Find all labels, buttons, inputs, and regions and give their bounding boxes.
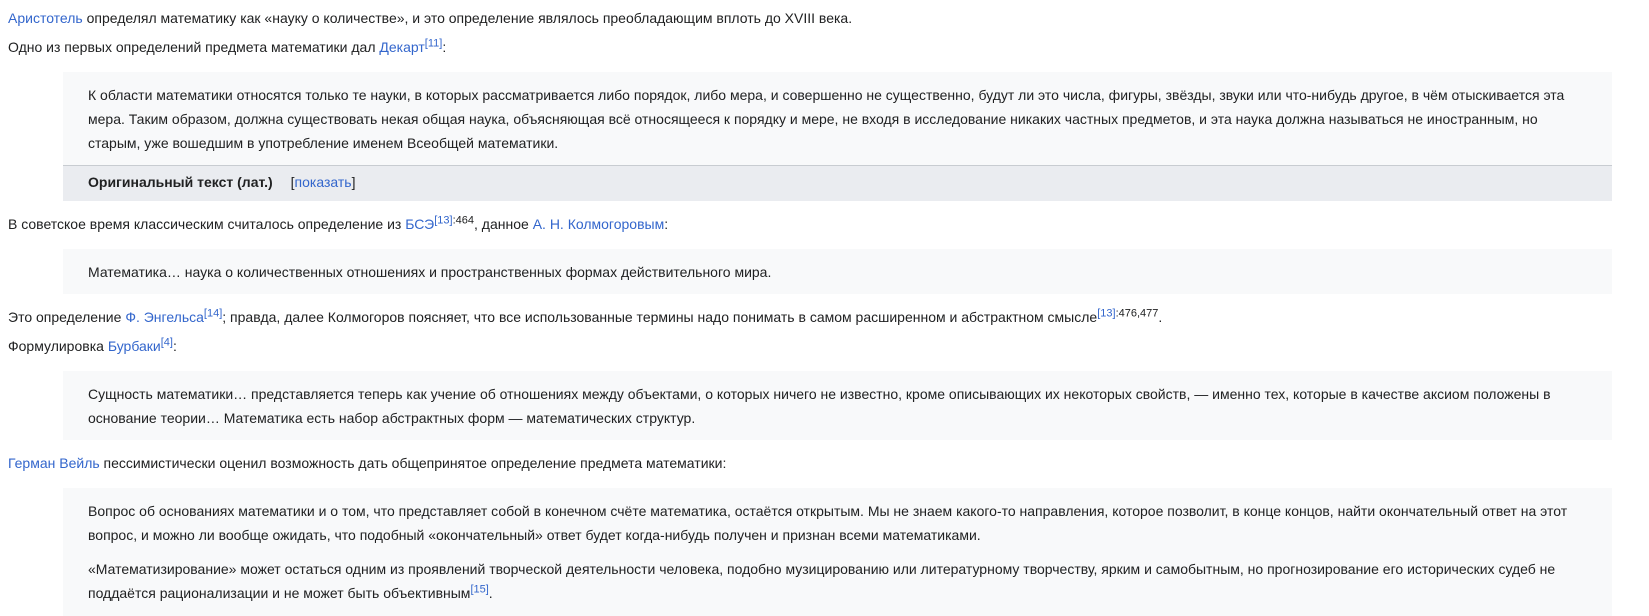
original-text-label: Оригинальный текст (лат.) (88, 174, 273, 191)
text-run: определял математику как «науку о количестве», и это определение являлось преобладающим вплоть до XVIII века. (82, 10, 853, 26)
text-run: ; правда, далее Колмогоров поясняет, что все использованные термины надо понимать в самом расширенном и абстрактном смысле (222, 309, 1098, 326)
quote-block (63, 249, 1612, 294)
text-run: : (442, 38, 447, 55)
text-run: В советское время классическим считалось определение из (8, 216, 406, 233)
link-hermann-weyl[interactable]: Герман Вейль (8, 455, 100, 472)
reference-13[interactable]: [13] (434, 214, 453, 227)
text-run: , данное (474, 216, 533, 233)
bracket-open: [ (290, 174, 295, 191)
show-link[interactable]: показать (294, 174, 352, 191)
reference-group (1097, 308, 1158, 320)
paragraph (8, 37, 1639, 59)
link-bourbaki[interactable]: Бурбаки (107, 338, 161, 355)
quote-paragraph (88, 382, 1587, 430)
text-run: К области математики относятся только те науки, в которых рассматривается либо порядок, либо мера, и совершенно не существенно, будут ли это числа, фигуры, звёзды, звуки или что-нибудь другое, в чём отыскивается эта мера. Таким образом, должна существовать некая общая наука, объясняющая всё относящееся к порядку и мере, не входя в исследование никаких частных предметов, и эта наука должна называться не иностранным, но старым, уже вошедшим в употребление именем Всеобщей математики. (88, 86, 1565, 152)
text-run: Сущность математики… представляется теперь как учение об отношениях между объектами, о которых ничего не известно, кроме описывающих их некоторых свойств, — именно тех, которые в качестве аксиом положены в основание теории… Математика есть набор абстрактных форм — математических структур. (88, 386, 1551, 427)
paragraph (8, 336, 1639, 358)
reference-group (204, 308, 222, 320)
text-run: : (172, 338, 177, 355)
link-engels[interactable]: Ф. Энгельса (125, 309, 204, 326)
link-aristotle[interactable]: Аристотель (8, 10, 83, 26)
quote-paragraph (88, 83, 1587, 155)
text-run: : (664, 216, 669, 233)
show-toggle[interactable] (291, 174, 356, 190)
link-bse[interactable]: БСЭ (405, 216, 435, 233)
original-text-bar (63, 165, 1612, 201)
text-run: Одно из первых определений предмета математики дал (8, 38, 380, 55)
reference-pages: :464 (452, 214, 475, 227)
quote-body (63, 488, 1612, 615)
reference-pages: :476,477 (1115, 307, 1159, 320)
quote-block (63, 371, 1612, 440)
quote-body (63, 371, 1612, 440)
text-run: «Математизирование» может остаться одним из проявлений творческой деятельности человека, подобно музицированию или литературному творчеству, ярким и самобытным, но прогнозирование его исторических судеб не поддаётся рационализации и не может быть объективным (88, 561, 1556, 602)
quote-paragraph (88, 499, 1587, 547)
reference-group (470, 584, 488, 596)
text-run: Математика… наука о количественных отношениях и пространственных формах действительного мира. (88, 264, 772, 281)
reference-11[interactable]: [11] (424, 37, 443, 50)
quote-body (63, 72, 1612, 165)
text-run: Формулировка (8, 338, 108, 355)
reference-group (161, 337, 173, 349)
link-kolmogorov[interactable]: А. Н. Колмогоровым (532, 216, 665, 233)
quote-block (63, 72, 1612, 201)
paragraph (8, 307, 1639, 329)
text-run: пессимистически оценил возможность дать общепринятое определение предмета математики: (99, 455, 727, 472)
link-descartes[interactable]: Декарт (379, 38, 425, 55)
paragraph (8, 453, 1639, 475)
reference-15[interactable]: [15] (470, 583, 489, 596)
quote-block (63, 488, 1612, 615)
reference-14[interactable]: [14] (203, 307, 223, 320)
text-run: Вопрос об основаниях математики и о том, что представляет собой в конечном счёте математика, остаётся открытым. Мы не знаем какого-то направления, которое позволит, в конце концов, найти окончательный ответ на этот вопрос, и можно ли вообще ожидать, что подобный «окончательный» ответ будет когда-нибудь получен и признан всеми математиками. (88, 503, 1568, 544)
text-run: . (488, 585, 493, 602)
paragraph (8, 8, 1639, 30)
quote-body (63, 249, 1612, 294)
reference-group (434, 214, 474, 226)
reference-4[interactable]: [4] (160, 336, 173, 349)
text-run: Это определение (8, 309, 126, 326)
paragraph (8, 214, 1639, 236)
reference-13-2[interactable]: [13] (1097, 307, 1116, 320)
text-run: . (1158, 309, 1163, 326)
bracket-close: ] (351, 174, 356, 191)
quote-paragraph (88, 557, 1587, 605)
quote-paragraph (88, 260, 1587, 284)
reference-group (425, 37, 443, 49)
